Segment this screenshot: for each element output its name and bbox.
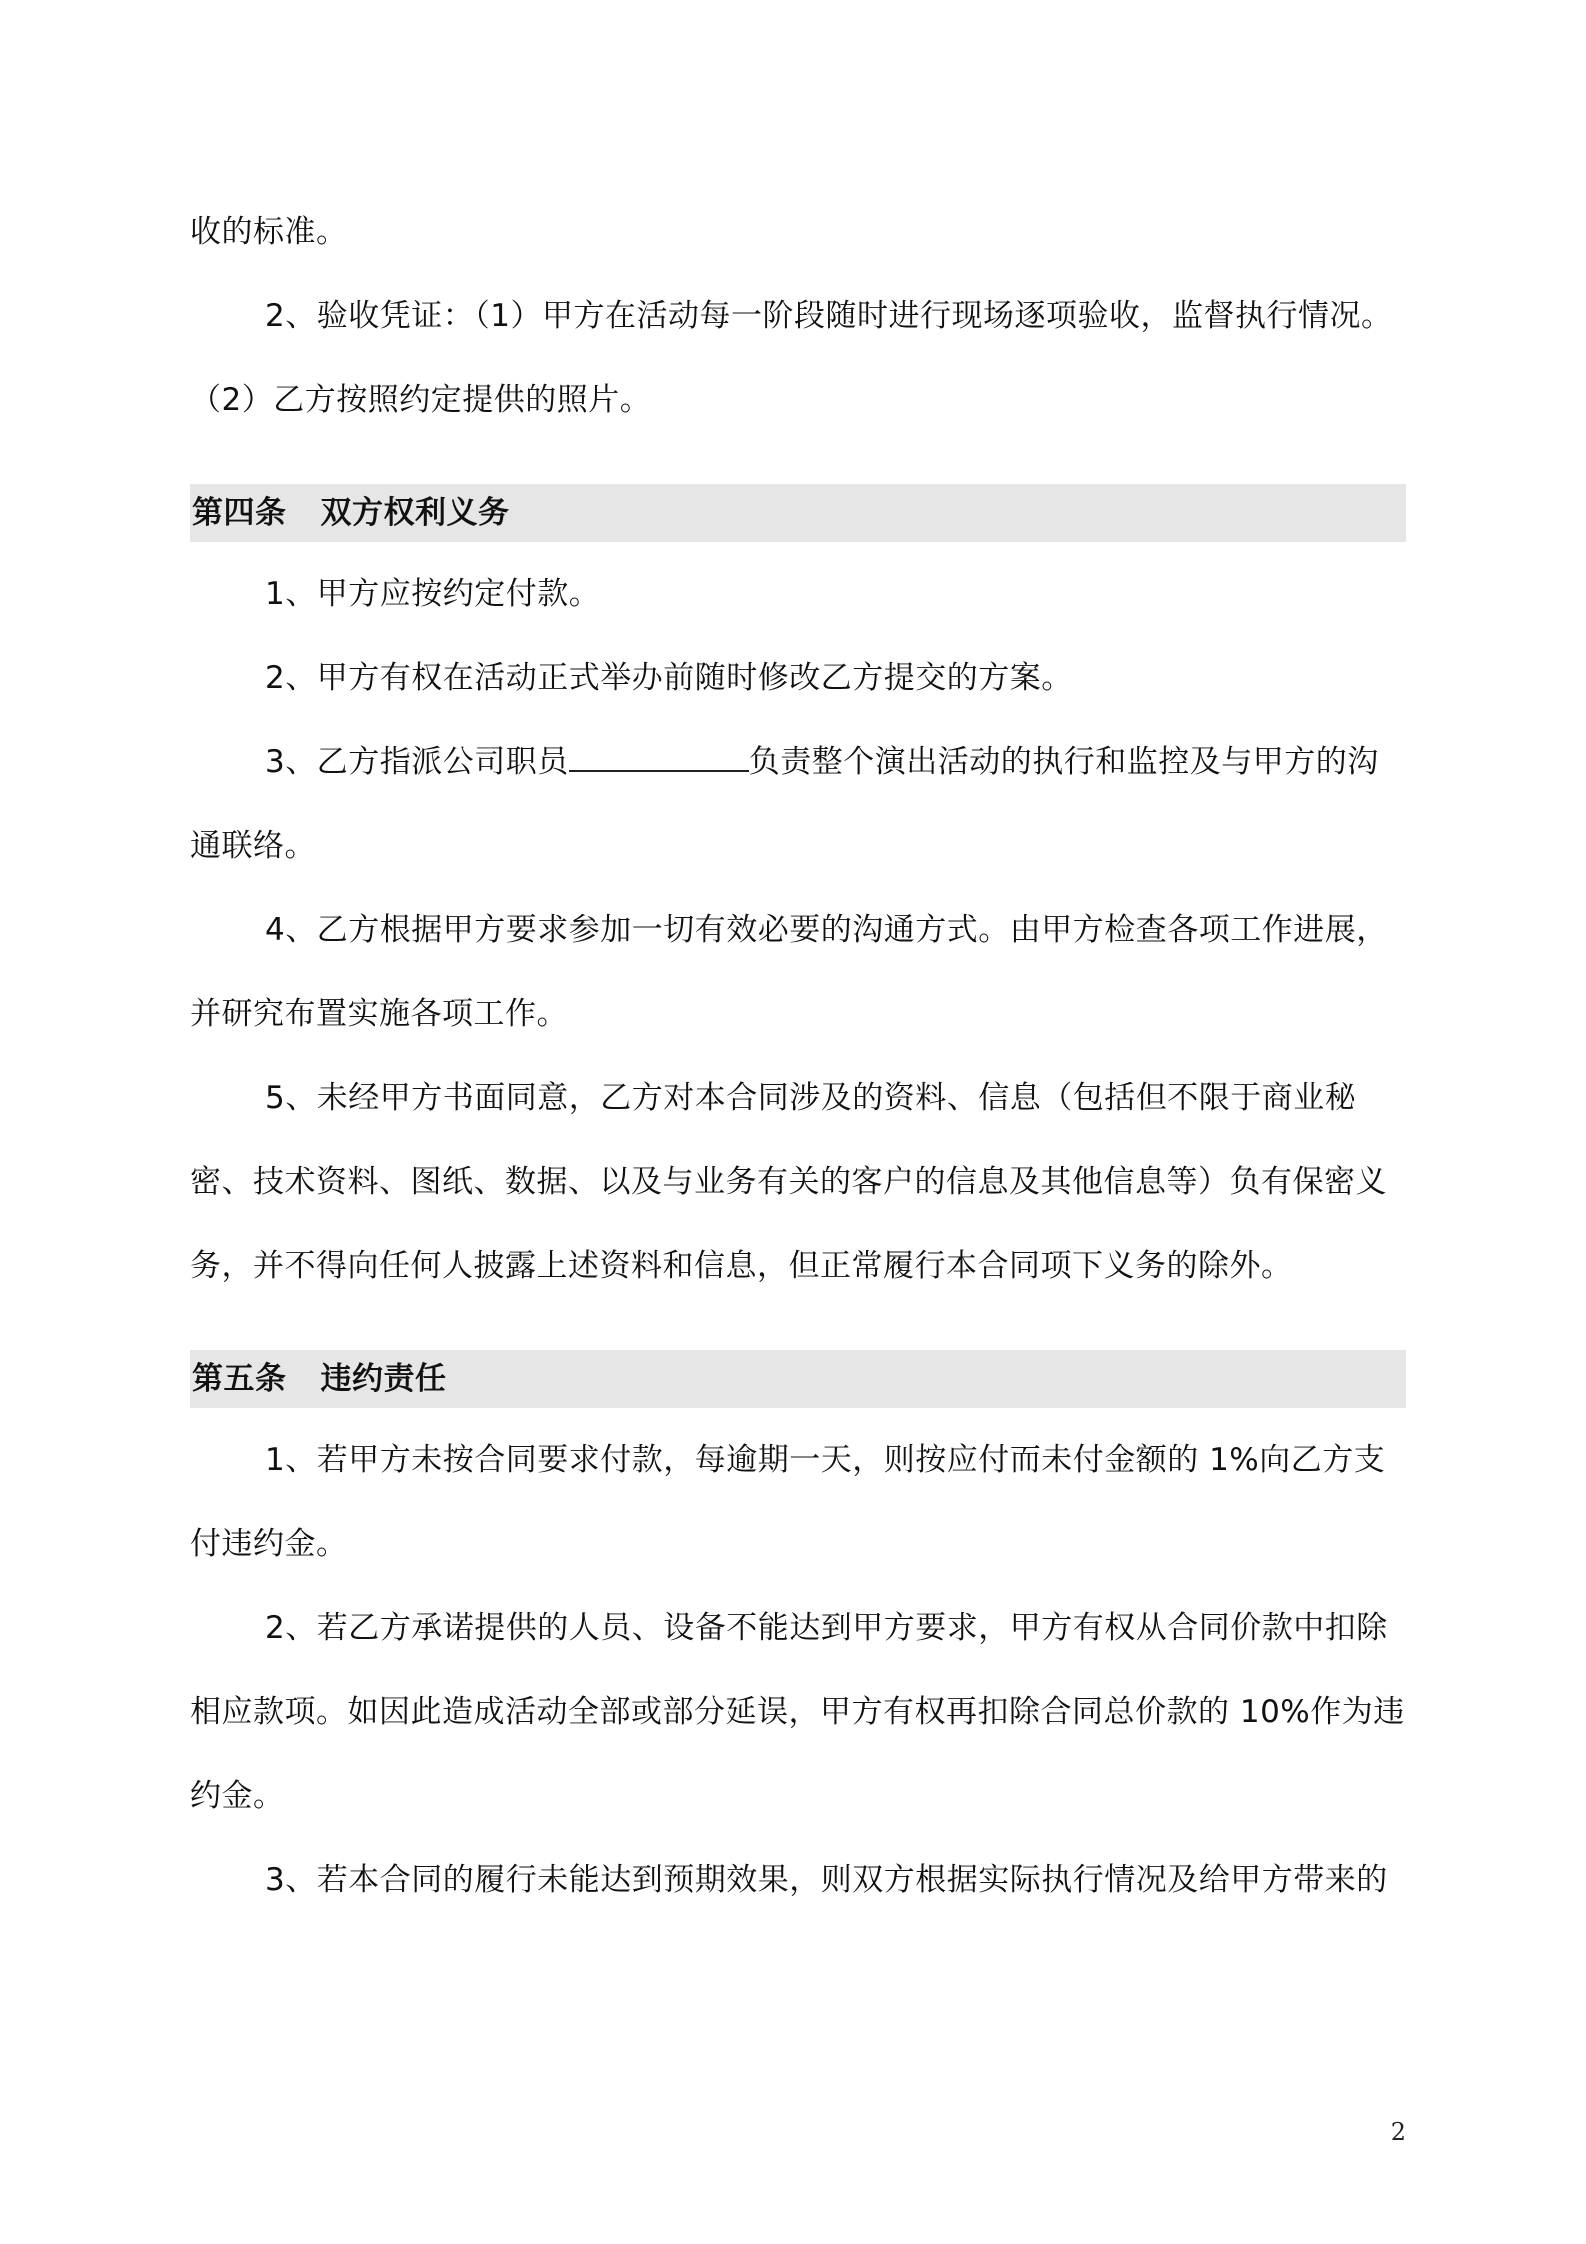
section-number: 第五条 [192, 1361, 287, 1397]
section-number: 第四条 [192, 495, 287, 531]
section-heading-4 [190, 484, 1406, 542]
clause-4-3-before: 3、乙方指派公司职员 [265, 744, 569, 780]
fill-in-blank [569, 744, 749, 772]
section-heading-5 [190, 1350, 1406, 1408]
clause-4-4: 4、乙方根据甲方要求参加一切有效必要的沟通方式。由甲方检查各项工作进展，并研究布置实施各项工作。 [190, 912, 1388, 1032]
clause-4-3 [190, 720, 1406, 888]
clause-4-3-after: 负责整个演出活动的执行和监控及与甲方的沟通联络。 [190, 744, 1379, 864]
clause-5-1: 1、若甲方未按合同要求付款，每逾期一天，则按应付而未付金额的 1%向乙方支付违约金。 [190, 1442, 1386, 1562]
clause-4-2: 2、甲方有权在活动正式举办前随时修改乙方提交的方案。 [265, 660, 1073, 696]
clause-5-2: 2、若乙方承诺提供的人员、设备不能达到甲方要求，甲方有权从合同价款中扣除相应款项。如因此造成活动全部或部分延误，甲方有权再扣除合同总价款的 10%作为违约金。 [190, 1610, 1405, 1814]
section-title: 双方权利义务 [320, 495, 510, 531]
paragraph-acceptance-proof: 2、验收凭证：（1）甲方在活动每一阶段随时进行现场逐项验收，监督执行情况。（2）乙方按照约定提供的照片。 [190, 298, 1393, 418]
clause-4-1: 1、甲方应按约定付款。 [265, 576, 601, 612]
spacer [190, 1308, 1406, 1350]
paragraph-acceptance-standard-end: 收的标准。 [190, 214, 348, 250]
document-body [190, 190, 1406, 1922]
section-title: 违约责任 [320, 1361, 447, 1397]
spacer [190, 442, 1406, 484]
clause-4-5: 5、未经甲方书面同意，乙方对本合同涉及的资料、信息（包括但不限于商业秘密、技术资料、图纸、数据、以及与业务有关的客户的信息及其他信息等）负有保密义务，并不得向任何人披露上述资料和信息，但正常履行本合同项下义务的除外。 [190, 1080, 1387, 1284]
clause-5-3: 3、若本合同的履行未能达到预期效果，则双方根据实际执行情况及给甲方带来的 [265, 1862, 1388, 1898]
page-number: 2 [1390, 2118, 1406, 2146]
